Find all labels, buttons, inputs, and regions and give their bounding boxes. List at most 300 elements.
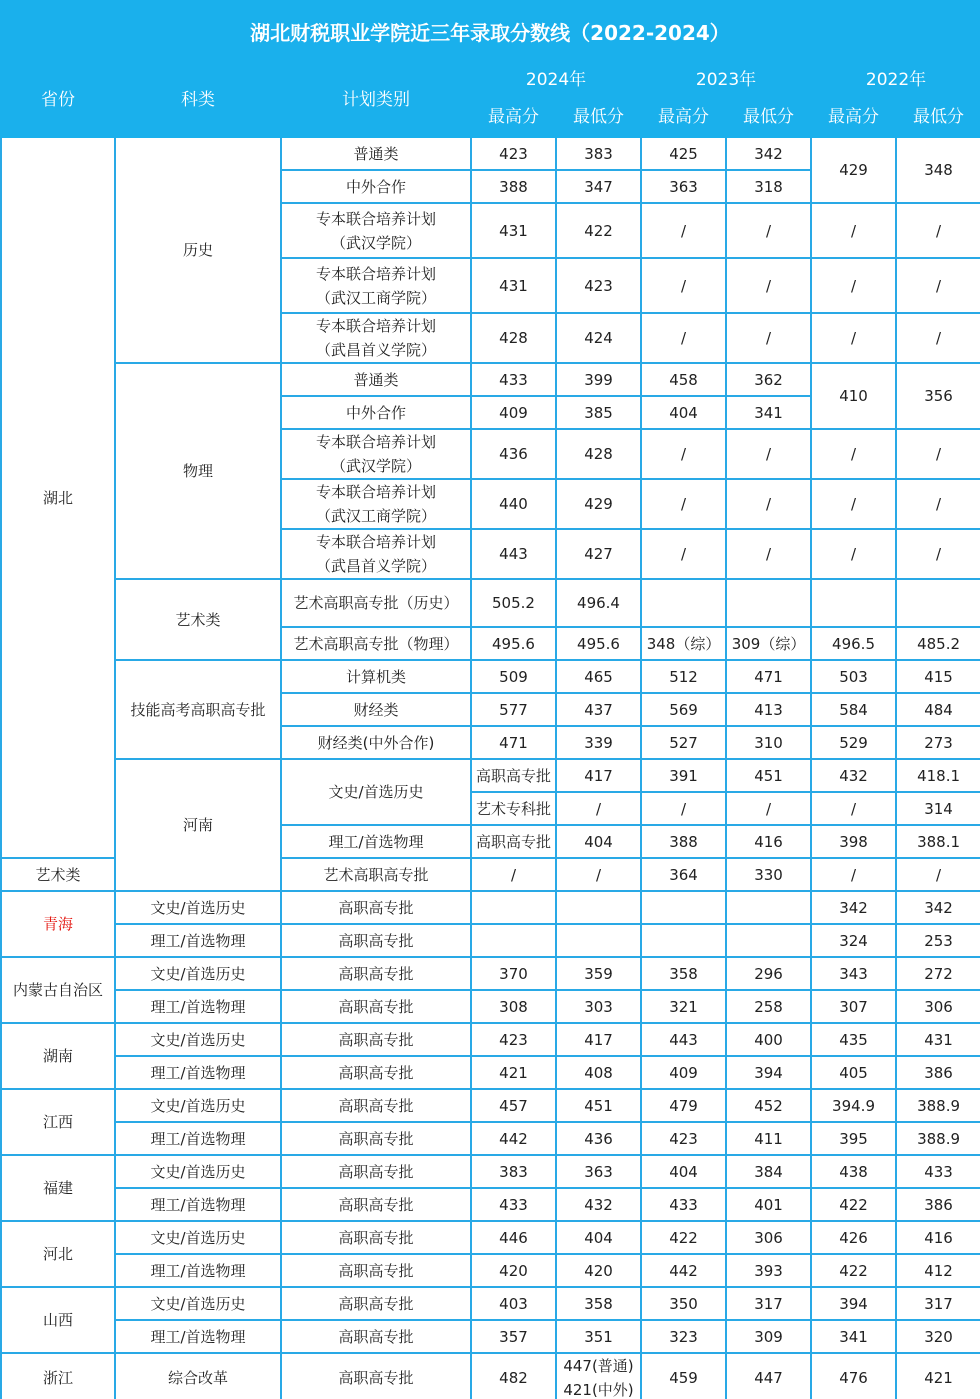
score-cell: 435 xyxy=(811,1023,896,1056)
table-row xyxy=(1,1188,980,1221)
province-cell: 湖北 xyxy=(1,137,115,858)
score-cell: 432 xyxy=(556,1188,641,1221)
score-cell: 417 xyxy=(556,1023,641,1056)
score-cell: 423 xyxy=(641,1122,726,1155)
plan-line: （武汉学院） xyxy=(330,457,421,475)
score-cell: 394.9 xyxy=(811,1089,896,1122)
plan-cell: 艺术高职高专批（历史） xyxy=(281,579,471,627)
score-cell: 485.2 xyxy=(896,627,980,660)
score-cell xyxy=(896,579,980,627)
score-cell: 317 xyxy=(726,1287,811,1320)
plan-cell: 高职高专批 xyxy=(281,1353,471,1399)
score-cell: 433 xyxy=(471,363,556,396)
plan-cell xyxy=(281,203,471,258)
subject-cell: 技能高考高职高专批 xyxy=(115,660,281,759)
table-row xyxy=(1,957,980,990)
province-cell: 内蒙古自治区 xyxy=(1,957,115,1023)
score-cell xyxy=(471,891,556,924)
score-cell: 495.6 xyxy=(471,627,556,660)
score-cell: 437 xyxy=(556,693,641,726)
subject-cell: 理工/首选物理 xyxy=(115,1320,281,1353)
subject-cell: 综合改革 xyxy=(115,1353,281,1399)
score-cell: 412 xyxy=(896,1254,980,1287)
score-cell: / xyxy=(896,529,980,579)
score-cell: / xyxy=(811,313,896,363)
score-cell: / xyxy=(896,258,980,313)
plan-cell: 中外合作 xyxy=(281,396,471,429)
province-cell: 青海 xyxy=(1,891,115,957)
score-cell: 348（综） xyxy=(641,627,726,660)
score-cell: 418.1 xyxy=(896,759,980,792)
score-cell: 452 xyxy=(726,1089,811,1122)
score-cell: 436 xyxy=(556,1122,641,1155)
score-cell: 403 xyxy=(471,1287,556,1320)
score-cell: 422 xyxy=(811,1188,896,1221)
table-row xyxy=(1,660,980,693)
score-cell: / xyxy=(811,203,896,258)
score-cell xyxy=(811,579,896,627)
plan-line: 专本联合培养计划 xyxy=(315,483,436,501)
score-cell: 422 xyxy=(641,1221,726,1254)
score-cell: 442 xyxy=(641,1254,726,1287)
score-cell: 370 xyxy=(471,957,556,990)
score-cell: 343 xyxy=(811,957,896,990)
score-cell: 358 xyxy=(556,1287,641,1320)
score-cell: 496.4 xyxy=(556,579,641,627)
score-cell: 479 xyxy=(641,1089,726,1122)
score-cell: / xyxy=(641,258,726,313)
score-cell: 496.5 xyxy=(811,627,896,660)
score-cell: 309 xyxy=(726,1320,811,1353)
subject-cell: 文史/首选历史 xyxy=(281,759,471,825)
score-cell: 362 xyxy=(726,363,811,396)
score-cell: 509 xyxy=(471,660,556,693)
score-cell: 447 xyxy=(726,1353,811,1399)
table-row xyxy=(1,1023,980,1056)
score-cell: 577 xyxy=(471,693,556,726)
score-cell: 417 xyxy=(556,759,641,792)
score-cell: / xyxy=(896,429,980,479)
score-line: 421(中外) xyxy=(563,1381,634,1399)
score-cell: 308 xyxy=(471,990,556,1023)
score-cell: / xyxy=(811,858,896,891)
header-min: 最低分 xyxy=(726,97,811,137)
plan-cell: 财经类(中外合作) xyxy=(281,726,471,759)
score-cell: 440 xyxy=(471,479,556,529)
score-cell: / xyxy=(896,479,980,529)
score-cell: 306 xyxy=(726,1221,811,1254)
score-cell: / xyxy=(726,203,811,258)
score-cell: 339 xyxy=(556,726,641,759)
score-cell xyxy=(556,1353,641,1399)
table-row xyxy=(1,363,980,396)
score-cell: 420 xyxy=(471,1254,556,1287)
score-cell: 421 xyxy=(896,1353,980,1399)
score-cell: 416 xyxy=(896,1221,980,1254)
score-cell: 388 xyxy=(471,170,556,203)
score-cell: 404 xyxy=(641,1155,726,1188)
score-cell: 409 xyxy=(471,396,556,429)
score-cell: 431 xyxy=(471,258,556,313)
table-row xyxy=(1,759,980,792)
subject-cell: 艺术类 xyxy=(115,579,281,660)
plan-cell: 财经类 xyxy=(281,693,471,726)
table-row xyxy=(1,1122,980,1155)
subject-cell: 文史/首选历史 xyxy=(115,1089,281,1122)
score-cell: 258 xyxy=(726,990,811,1023)
table-row xyxy=(1,1254,980,1287)
plan-line: 专本联合培养计划 xyxy=(315,264,436,283)
subject-cell: 理工/首选物理 xyxy=(115,1188,281,1221)
score-cell: / xyxy=(726,529,811,579)
page-title: 湖北财税职业学院近三年录取分数线（2022-2024） xyxy=(0,0,980,62)
score-cell xyxy=(641,924,726,957)
score-cell: 423 xyxy=(556,258,641,313)
score-cell: 384 xyxy=(726,1155,811,1188)
header-plan: 计划类别 xyxy=(281,63,471,137)
score-cell: / xyxy=(896,313,980,363)
score-cell: 495.6 xyxy=(556,627,641,660)
plan-cell: 高职高专批 xyxy=(281,1320,471,1353)
subject-cell: 文史/首选历史 xyxy=(115,891,281,924)
province-cell: 河北 xyxy=(1,1221,115,1287)
score-cell: 424 xyxy=(556,313,641,363)
score-cell: 471 xyxy=(726,660,811,693)
score-cell: 363 xyxy=(641,170,726,203)
score-cell: 391 xyxy=(641,759,726,792)
score-cell: 436 xyxy=(471,429,556,479)
header-max: 最高分 xyxy=(471,97,556,137)
score-cell: / xyxy=(641,429,726,479)
plan-cell: 艺术高职高专批 xyxy=(281,858,471,891)
score-cell: 433 xyxy=(641,1188,726,1221)
score-cell: / xyxy=(641,529,726,579)
plan-line: 专本联合培养计划 xyxy=(315,209,436,228)
subject-cell: 文史/首选历史 xyxy=(115,1221,281,1254)
plan-cell: 高职高专批 xyxy=(281,1287,471,1320)
plan-cell xyxy=(281,258,471,313)
score-cell: / xyxy=(726,792,811,825)
score-cell: 433 xyxy=(471,1188,556,1221)
plan-cell: 普通类 xyxy=(281,137,471,170)
score-cell: 443 xyxy=(641,1023,726,1056)
score-cell: 383 xyxy=(471,1155,556,1188)
subject-cell: 文史/首选历史 xyxy=(115,1023,281,1056)
score-cell: 404 xyxy=(556,1221,641,1254)
score-cell: 398 xyxy=(811,825,896,858)
score-cell: 471 xyxy=(471,726,556,759)
score-cell: 359 xyxy=(556,957,641,990)
score-cell: 357 xyxy=(471,1320,556,1353)
score-cell: 423 xyxy=(471,1023,556,1056)
score-cell: 388.1 xyxy=(896,825,980,858)
score-cell: 422 xyxy=(556,203,641,258)
subject-cell: 理工/首选物理 xyxy=(115,1056,281,1089)
score-cell: 446 xyxy=(471,1221,556,1254)
plan-cell: 高职高专批 xyxy=(281,1056,471,1089)
score-cell: 505.2 xyxy=(471,579,556,627)
score-cell: 443 xyxy=(471,529,556,579)
score-cell: 310 xyxy=(726,726,811,759)
score-cell: 324 xyxy=(811,924,896,957)
table-row xyxy=(1,137,980,170)
table-row xyxy=(1,1155,980,1188)
table-row xyxy=(1,1287,980,1320)
subject-cell: 文史/首选历史 xyxy=(115,1287,281,1320)
score-cell: 484 xyxy=(896,693,980,726)
plan-line: （武昌首义学院） xyxy=(315,557,436,575)
score-cell: 428 xyxy=(556,429,641,479)
province-cell: 河南 xyxy=(115,759,281,891)
score-cell: 512 xyxy=(641,660,726,693)
subject-cell: 理工/首选物理 xyxy=(115,1122,281,1155)
score-cell: 529 xyxy=(811,726,896,759)
score-cell: 363 xyxy=(556,1155,641,1188)
plan-cell: 艺术专科批 xyxy=(471,792,556,825)
score-cell: 307 xyxy=(811,990,896,1023)
score-cell: 272 xyxy=(896,957,980,990)
plan-cell: 高职高专批 xyxy=(281,1122,471,1155)
plan-cell: 高职高专批 xyxy=(281,957,471,990)
score-cell: / xyxy=(811,529,896,579)
plan-cell: 高职高专批 xyxy=(471,825,556,858)
subject-cell: 物理 xyxy=(115,363,281,579)
score-cell: 386 xyxy=(896,1188,980,1221)
score-cell: 296 xyxy=(726,957,811,990)
plan-cell xyxy=(281,313,471,363)
plan-line: （武昌首义学院） xyxy=(315,341,436,359)
score-cell: 309（综） xyxy=(726,627,811,660)
plan-cell: 高职高专批 xyxy=(471,759,556,792)
score-cell: 341 xyxy=(811,1320,896,1353)
score-cell: 409 xyxy=(641,1056,726,1089)
score-cell: 429 xyxy=(811,137,896,203)
score-cell: 394 xyxy=(726,1056,811,1089)
score-cell: 584 xyxy=(811,693,896,726)
province-cell: 湖南 xyxy=(1,1023,115,1089)
score-cell: 395 xyxy=(811,1122,896,1155)
subject-cell: 文史/首选历史 xyxy=(115,957,281,990)
score-cell: 386 xyxy=(896,1056,980,1089)
score-cell: 306 xyxy=(896,990,980,1023)
admission-score-table xyxy=(0,62,980,1399)
score-cell: / xyxy=(641,203,726,258)
score-cell: / xyxy=(811,429,896,479)
score-cell xyxy=(726,891,811,924)
header-year-2023: 2023年 xyxy=(641,63,811,97)
province-cell: 浙江 xyxy=(1,1353,115,1399)
score-cell: 350 xyxy=(641,1287,726,1320)
score-cell: 408 xyxy=(556,1056,641,1089)
header-province: 省份 xyxy=(1,63,115,137)
score-cell: 405 xyxy=(811,1056,896,1089)
table-row xyxy=(1,891,980,924)
score-cell: 428 xyxy=(471,313,556,363)
score-cell: 476 xyxy=(811,1353,896,1399)
header-year-2024: 2024年 xyxy=(471,63,641,97)
plan-line: 专本联合培养计划 xyxy=(315,433,436,451)
header-subject: 科类 xyxy=(115,63,281,137)
score-cell: 420 xyxy=(556,1254,641,1287)
score-cell: 442 xyxy=(471,1122,556,1155)
score-cell xyxy=(556,891,641,924)
score-cell: 314 xyxy=(896,792,980,825)
score-cell: 356 xyxy=(896,363,980,429)
score-cell: / xyxy=(556,792,641,825)
score-cell: 416 xyxy=(726,825,811,858)
score-cell: 410 xyxy=(811,363,896,429)
table-row xyxy=(1,1221,980,1254)
score-cell: 465 xyxy=(556,660,641,693)
score-cell: 348 xyxy=(896,137,980,203)
plan-line: （武汉工商学院） xyxy=(315,288,436,307)
score-cell xyxy=(726,924,811,957)
score-cell: / xyxy=(641,479,726,529)
score-cell: 383 xyxy=(556,137,641,170)
score-cell: 459 xyxy=(641,1353,726,1399)
score-cell: 413 xyxy=(726,693,811,726)
score-cell: 347 xyxy=(556,170,641,203)
plan-cell: 高职高专批 xyxy=(281,1155,471,1188)
score-cell: 569 xyxy=(641,693,726,726)
score-cell: 432 xyxy=(811,759,896,792)
header-year-2022: 2022年 xyxy=(811,63,980,97)
plan-cell: 艺术高职高专批（物理） xyxy=(281,627,471,660)
plan-cell: 高职高专批 xyxy=(281,1023,471,1056)
score-cell: / xyxy=(811,258,896,313)
header-min: 最低分 xyxy=(556,97,641,137)
score-cell: 427 xyxy=(556,529,641,579)
plan-cell: 计算机类 xyxy=(281,660,471,693)
subject-cell: 理工/首选物理 xyxy=(115,990,281,1023)
province-cell: 福建 xyxy=(1,1155,115,1221)
score-cell xyxy=(471,924,556,957)
score-cell xyxy=(556,924,641,957)
table-row xyxy=(1,990,980,1023)
score-cell: 318 xyxy=(726,170,811,203)
plan-cell: 高职高专批 xyxy=(281,1221,471,1254)
subject-cell: 文史/首选历史 xyxy=(115,1155,281,1188)
table-row xyxy=(1,579,980,627)
plan-cell xyxy=(281,529,471,579)
plan-cell: 高职高专批 xyxy=(281,1089,471,1122)
score-cell: 433 xyxy=(896,1155,980,1188)
plan-cell: 高职高专批 xyxy=(281,1188,471,1221)
plan-line: （武汉学院） xyxy=(330,233,421,252)
score-cell: 457 xyxy=(471,1089,556,1122)
plan-cell xyxy=(281,429,471,479)
score-cell: 425 xyxy=(641,137,726,170)
score-cell: 451 xyxy=(726,759,811,792)
score-cell xyxy=(641,891,726,924)
plan-line: （武汉工商学院） xyxy=(315,507,436,525)
score-cell: 423 xyxy=(471,137,556,170)
table-row xyxy=(1,1353,980,1399)
score-cell: 421 xyxy=(471,1056,556,1089)
score-cell: 394 xyxy=(811,1287,896,1320)
score-cell: 388 xyxy=(641,825,726,858)
province-cell: 山西 xyxy=(1,1287,115,1353)
score-cell: 303 xyxy=(556,990,641,1023)
header-max: 最高分 xyxy=(641,97,726,137)
score-cell: 401 xyxy=(726,1188,811,1221)
score-cell: 426 xyxy=(811,1221,896,1254)
score-cell: 321 xyxy=(641,990,726,1023)
score-cell: 400 xyxy=(726,1023,811,1056)
plan-line: 专本联合培养计划 xyxy=(315,533,436,551)
score-cell: 431 xyxy=(896,1023,980,1056)
subject-cell: 理工/首选物理 xyxy=(115,924,281,957)
score-cell: 273 xyxy=(896,726,980,759)
subject-cell: 理工/首选物理 xyxy=(281,825,471,858)
table-row xyxy=(1,924,980,957)
score-cell xyxy=(726,579,811,627)
subject-cell: 历史 xyxy=(115,137,281,363)
score-cell: / xyxy=(811,792,896,825)
score-cell: 415 xyxy=(896,660,980,693)
score-cell: 385 xyxy=(556,396,641,429)
score-cell: 431 xyxy=(471,203,556,258)
score-cell: 342 xyxy=(726,137,811,170)
score-cell: 330 xyxy=(726,858,811,891)
table-row xyxy=(1,1089,980,1122)
score-cell: / xyxy=(811,479,896,529)
table-row xyxy=(1,1056,980,1089)
score-line: 447(普通) xyxy=(563,1357,634,1375)
plan-cell: 高职高专批 xyxy=(281,924,471,957)
score-cell: 458 xyxy=(641,363,726,396)
subject-cell: 理工/首选物理 xyxy=(115,1254,281,1287)
score-cell: 388.9 xyxy=(896,1122,980,1155)
score-cell: 253 xyxy=(896,924,980,957)
table-row xyxy=(1,1320,980,1353)
plan-line: 专本联合培养计划 xyxy=(315,317,436,335)
plan-cell: 中外合作 xyxy=(281,170,471,203)
score-cell: 364 xyxy=(641,858,726,891)
plan-cell: 高职高专批 xyxy=(281,990,471,1023)
score-cell: 351 xyxy=(556,1320,641,1353)
plan-cell: 普通类 xyxy=(281,363,471,396)
score-cell: 388.9 xyxy=(896,1089,980,1122)
province-cell: 江西 xyxy=(1,1089,115,1155)
score-cell: 411 xyxy=(726,1122,811,1155)
score-cell: 438 xyxy=(811,1155,896,1188)
subject-cell: 艺术类 xyxy=(1,858,115,891)
score-cell: 422 xyxy=(811,1254,896,1287)
score-cell: / xyxy=(726,479,811,529)
header-min: 最低分 xyxy=(896,97,980,137)
header-max: 最高分 xyxy=(811,97,896,137)
score-cell: / xyxy=(726,313,811,363)
score-cell: 320 xyxy=(896,1320,980,1353)
score-cell: 399 xyxy=(556,363,641,396)
score-cell: / xyxy=(471,858,556,891)
plan-cell: 高职高专批 xyxy=(281,1254,471,1287)
plan-cell: 高职高专批 xyxy=(281,891,471,924)
score-cell: 393 xyxy=(726,1254,811,1287)
score-cell: 404 xyxy=(641,396,726,429)
score-cell: / xyxy=(641,792,726,825)
score-cell: 317 xyxy=(896,1287,980,1320)
score-cell xyxy=(641,579,726,627)
score-cell: 323 xyxy=(641,1320,726,1353)
score-cell: 429 xyxy=(556,479,641,529)
score-cell: / xyxy=(726,258,811,313)
score-cell: / xyxy=(896,203,980,258)
score-cell: / xyxy=(726,429,811,479)
score-cell: 358 xyxy=(641,957,726,990)
score-cell: 342 xyxy=(896,891,980,924)
